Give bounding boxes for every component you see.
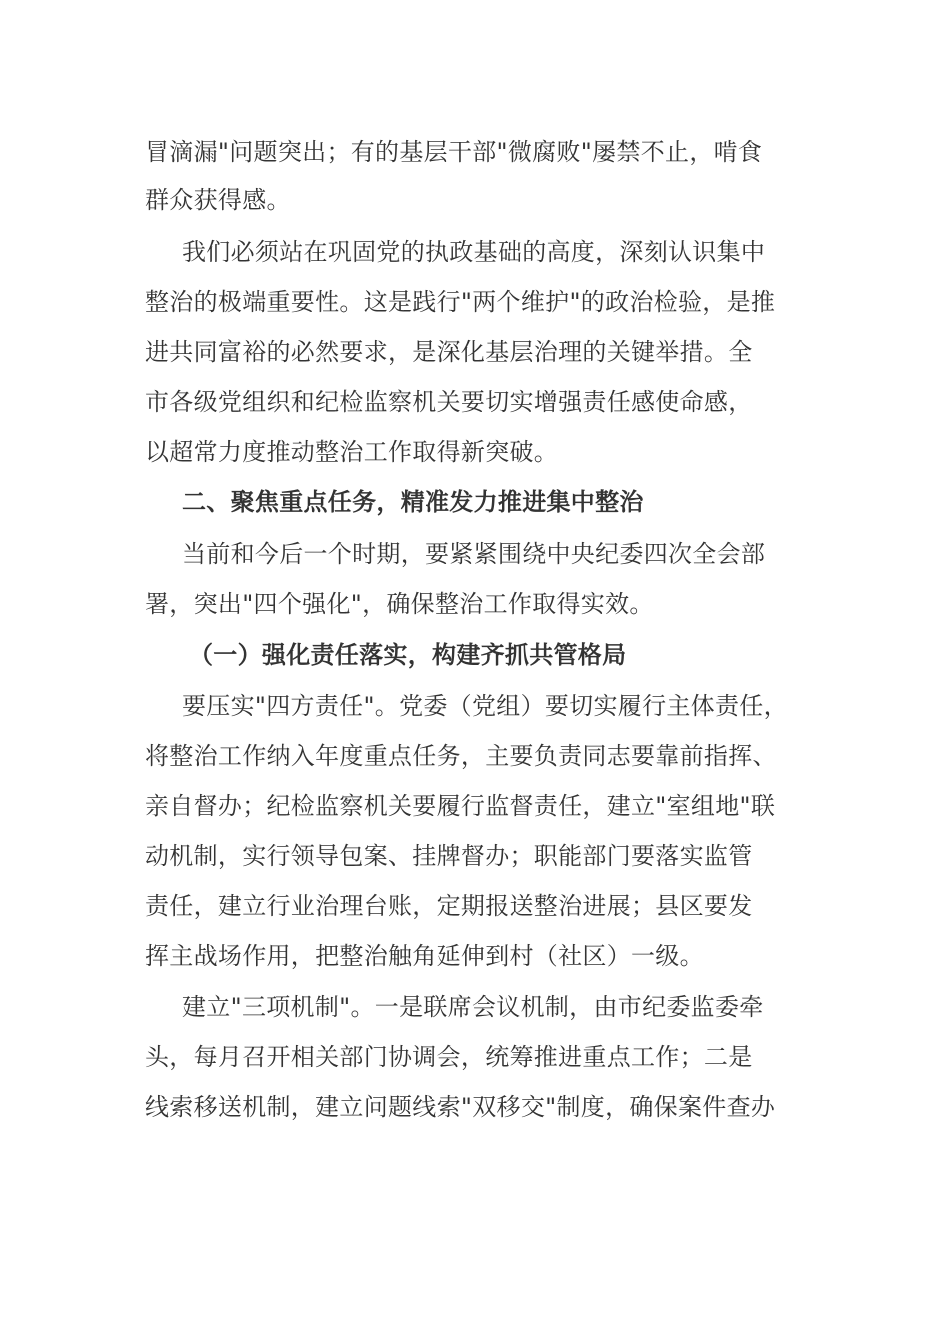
paragraph-line: 署，突出"四个强化"，确保整治工作取得实效。 [145,590,654,618]
paragraph-line: 进共同富裕的必然要求，是深化基层治理的关键举措。全 [145,338,753,366]
paragraph-line: 线索移送机制，建立问题线索"双移交"制度，确保案件查办 [145,1093,776,1121]
paragraph-line: 我们必须站在巩固党的执政基础的高度，深刻认识集中 [182,238,766,266]
paragraph-line: 以超常力度推动整治工作取得新突破。 [145,438,559,466]
paragraph-line: 将整治工作纳入年度重点任务，主要负责同志要靠前指挥、 [145,742,777,770]
paragraph-line: 亲自督办；纪检监察机关要履行监督责任，建立"室组地"联 [145,792,776,820]
paragraph-line: 要压实"四方责任"。党委（党组）要切实履行主体责任， [182,692,788,720]
subsection-heading: （一）强化责任落实，构建齐抓共管格局 [189,641,627,669]
paragraph-line: 冒滴漏"问题突出；有的基层干部"微腐败"屡禁不止，啃食 [145,138,763,166]
paragraph-line: 挥主战场作用，把整治触角延伸到村（社区）一级。 [145,942,704,970]
paragraph-line: 动机制，实行领导包案、挂牌督办；职能部门要落实监管 [145,842,753,870]
paragraph-line: 整治的极端重要性。这是践行"两个维护"的政治检验，是推 [145,288,776,316]
paragraph-line: 市各级党组织和纪检监察机关要切实增强责任感使命感， [145,388,753,416]
paragraph-line: 建立"三项机制"。一是联席会议机制，由市纪委监委牵 [182,993,764,1021]
paragraph-line: 当前和今后一个时期，要紧紧围绕中央纪委四次全会部 [182,540,766,568]
paragraph-line: 责任，建立行业治理台账，定期报送整治进展；县区要发 [145,892,753,920]
section-heading: 二、聚焦重点任务，精准发力推进集中整治 [182,488,644,516]
paragraph-line: 头，每月召开相关部门协调会，统筹推进重点工作；二是 [145,1043,753,1071]
paragraph-line: 群众获得感。 [145,186,291,214]
